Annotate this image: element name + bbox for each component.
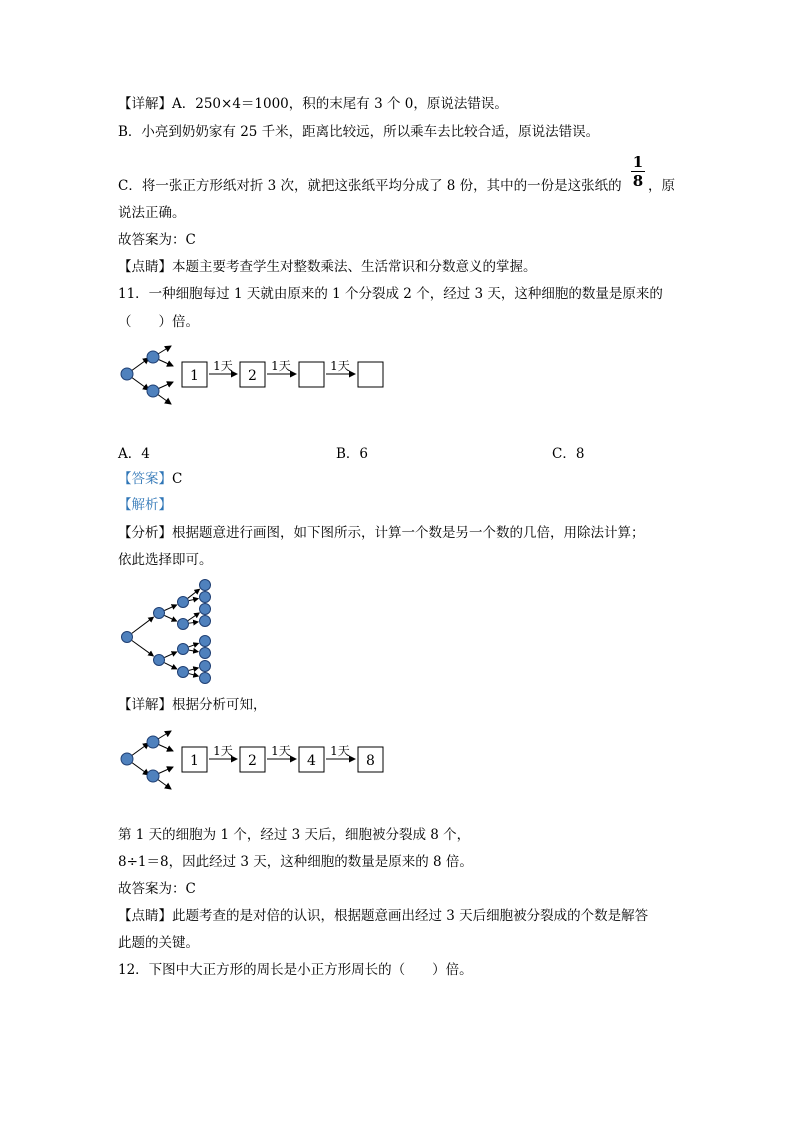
detail-tag: 【详解】: [118, 96, 172, 112]
q11-stem-line2: （ ）倍。: [118, 314, 199, 330]
q10-detail-a: 【详解】A．250×4＝1000，积的末尾有 3 个 0，原说法错误。: [118, 96, 508, 112]
cell-division-diagram-2: [115, 725, 395, 793]
q11-analysis-line2: 依此选择即可。: [118, 552, 213, 568]
box-3: [299, 747, 324, 772]
box-1: [182, 362, 207, 387]
cell-node: [178, 644, 189, 655]
comment-tag: 【点睛】: [118, 908, 172, 924]
cell-node: [200, 636, 211, 647]
svg-text:1天: 1天: [213, 744, 233, 758]
box-2: [240, 747, 265, 772]
q10-detail-c-line2: 说法正确。: [118, 205, 186, 221]
svg-text:1: 1: [190, 753, 199, 769]
arrow-2: [267, 744, 296, 759]
cell-node: [200, 616, 211, 627]
tree-arrow: [189, 599, 198, 601]
cell-node: [200, 661, 211, 672]
q10-answer: 故答案为：C: [118, 232, 196, 248]
tree-arrow: [132, 641, 153, 656]
cell-division-tree: [115, 574, 215, 688]
q10-detail-c: C．将一张正方形纸对折 3 次，就把这张纸平均分成了 8 份，其中的一份是这张纸的: [118, 178, 622, 194]
arrow-1: [209, 744, 237, 759]
q11-explain-line1: 第 1 天的细胞为 1 个，经过 3 天后，细胞被分裂成 8 个，: [118, 827, 471, 843]
svg-text:4: 4: [307, 753, 316, 769]
option-c[interactable]: C．8: [552, 446, 585, 462]
q10-comment: 【点睛】本题主要考查学生对整数乘法、生活常识和分数意义的掌握。: [118, 259, 537, 275]
cell-node: [154, 608, 165, 619]
tree-arrow: [189, 650, 198, 652]
tree-arrow: [189, 643, 199, 647]
q11-detail: 【详解】根据分析可知，: [118, 697, 267, 713]
box-3: [299, 362, 324, 387]
svg-text:1天: 1天: [330, 744, 350, 758]
analysis-tag: 【解析】: [118, 497, 172, 513]
box-1: [182, 747, 207, 772]
q10-detail-c-suffix: ，原: [648, 178, 675, 194]
svg-text:8: 8: [366, 753, 375, 769]
arrow-2: [267, 359, 296, 374]
answer-tag: 【答案】: [118, 471, 172, 487]
fraction-one-eighth: 1 8: [632, 153, 644, 190]
arrow-3: [326, 744, 355, 759]
q11-explain-line2: 8÷1＝8，因此经过 3 天，这种细胞的数量是原来的 8 倍。: [118, 854, 473, 870]
q11-final-answer: 故答案为：C: [118, 881, 196, 897]
arrow-3: [326, 359, 355, 374]
tree-arrow: [164, 663, 176, 669]
comment-tag: 【点睛】: [118, 259, 172, 275]
q11-stem-line1: 11．一种细胞每过 1 天就由原来的 1 个分裂成 2 个，经过 3 天，这种细胞的数量是原来的: [118, 286, 663, 302]
tree-arrow: [189, 622, 198, 623]
tree-arrow: [189, 668, 198, 671]
tree-arrow: [188, 589, 200, 598]
q10-detail-b: B．小亮到奶奶家有 25 千米，距离比较远，所以乘车去比较合适，原说法错误。: [118, 124, 600, 140]
box-4: [358, 362, 383, 387]
cell-node: [200, 673, 211, 684]
tree-arrow: [132, 617, 154, 633]
cell-node: [178, 619, 189, 630]
cell-node: [200, 592, 211, 603]
analysis-sub-tag: 【分析】: [118, 525, 172, 541]
cell-node: [122, 632, 133, 643]
cell-node: [178, 597, 189, 608]
q11-answer: 【答案】C: [118, 471, 183, 487]
tree-arrow: [164, 605, 176, 611]
cell-node: [154, 655, 165, 666]
option-b[interactable]: B．6: [336, 446, 369, 462]
q12-stem: 12．下图中大正方形的周长是小正方形周长的（ ）倍。: [118, 962, 473, 978]
tree-arrow: [189, 674, 198, 677]
detail-tag: 【详解】: [118, 697, 172, 713]
cell-node: [200, 580, 211, 591]
cell-division-diagram-1: [115, 340, 395, 408]
cell-split-icon: [121, 731, 173, 789]
box-2: [240, 362, 265, 387]
svg-text:2: 2: [248, 368, 257, 384]
tree-arrow: [188, 613, 199, 621]
svg-text:1: 1: [190, 368, 199, 384]
svg-text:1天: 1天: [271, 744, 291, 758]
svg-text:1天: 1天: [330, 359, 350, 373]
svg-text:1天: 1天: [271, 359, 291, 373]
cell-node: [200, 604, 211, 615]
cell-split-icon: [121, 346, 173, 404]
option-a[interactable]: A．4: [118, 446, 150, 462]
arrow-1: [209, 359, 237, 374]
cell-node: [200, 648, 211, 659]
tree-arrow: [164, 652, 176, 658]
svg-text:1天: 1天: [213, 359, 233, 373]
tree-arrow: [164, 615, 176, 621]
svg-text:2: 2: [248, 753, 257, 769]
q11-comment-line1: 【点睛】此题考查的是对倍的认识，根据题意画出经过 3 天后细胞被分裂成的个数是解答: [118, 908, 649, 924]
cell-node: [178, 667, 189, 678]
q11-analysis-line1: 【分析】根据题意进行画图，如下图所示，计算一个数是另一个数的几倍，用除法计算；: [118, 525, 645, 541]
box-4: [358, 747, 383, 772]
q11-comment-line2: 此题的关键。: [118, 935, 199, 951]
